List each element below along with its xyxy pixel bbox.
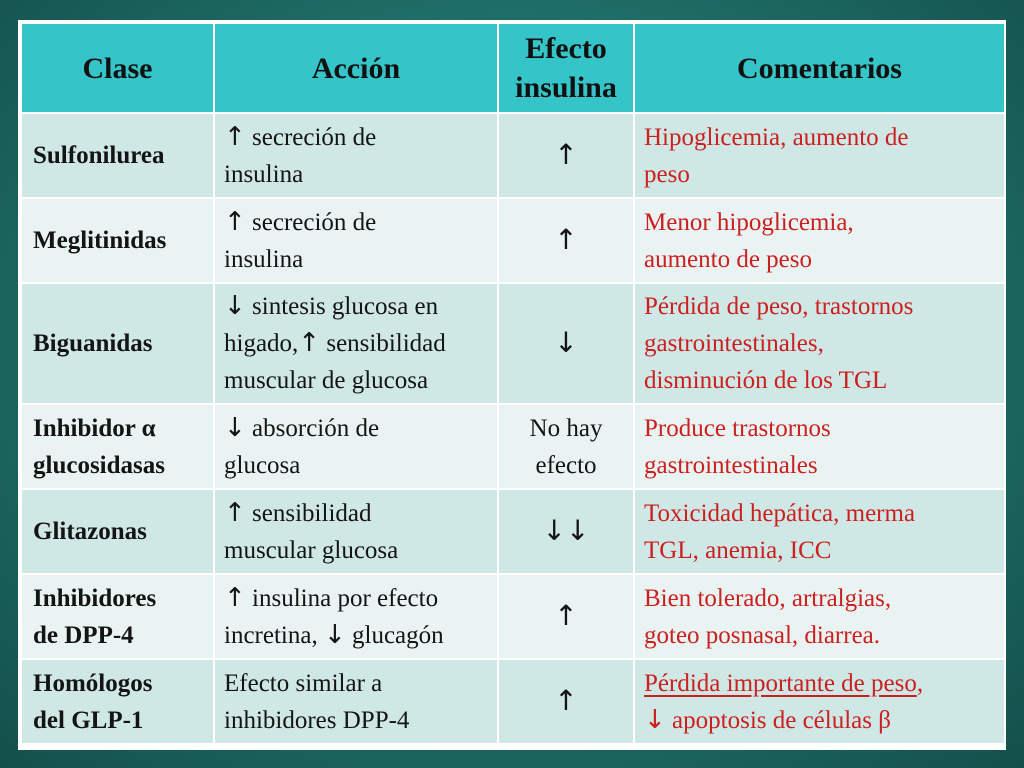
comentario-underlined-text: Pérdida importante de peso: [644, 669, 917, 697]
table-row: [21, 198, 1005, 283]
table-row: [21, 574, 1005, 659]
comentario-line: TGL, anemia, ICC: [644, 536, 832, 564]
comentario-line: Pérdida de peso, trastornos: [644, 293, 914, 320]
accion-line: [224, 204, 497, 241]
cell-clase: [21, 404, 214, 489]
clase-text: de DPP-4: [33, 621, 134, 649]
accion-line: insulina: [224, 245, 304, 273]
arrow-up-icon: ↑: [224, 497, 246, 528]
accion-line: [224, 410, 497, 447]
accion-text: absorción de: [245, 414, 380, 442]
accion-text: secreción de: [245, 208, 377, 236]
accion-text: glucagón: [345, 621, 444, 649]
accion-text: sensibilidad: [245, 499, 372, 527]
table-frame: [18, 20, 1006, 750]
header-efecto-insulina: [498, 23, 634, 113]
arrow-up-icon: ↑: [224, 121, 246, 152]
clase-text: Sulfonilurea: [33, 142, 165, 169]
accion-line: Efecto similar a: [224, 669, 383, 697]
accion-line: [224, 580, 497, 617]
cell-efecto: [498, 659, 634, 744]
cell-comentarios: [634, 198, 1005, 283]
accion-line: muscular de glucosa: [224, 367, 429, 394]
arrow-up-icon: ↑: [554, 138, 578, 171]
accion-line: glucosa: [224, 451, 301, 479]
comentario-line: [644, 665, 1004, 702]
clase-text: Inhibidor α: [33, 414, 156, 442]
accion-line: inhibidores DPP-4: [224, 706, 410, 734]
comentario-line: gastrointestinales: [644, 451, 818, 479]
double-arrow-down-icon: ↓↓: [542, 514, 590, 547]
comentario-line: Toxicidad hepática, merma: [644, 499, 916, 527]
table-row: [21, 283, 1005, 404]
clase-text: Glitazonas: [33, 518, 147, 545]
drug-class-table: [20, 22, 1006, 745]
comentario-line: goteo posnasal, diarrea.: [644, 621, 881, 649]
comentario-line: gastrointestinales,: [644, 330, 824, 357]
cell-accion: [214, 198, 498, 283]
arrow-down-icon: ↓: [323, 619, 346, 650]
cell-accion: [214, 574, 498, 659]
cell-accion: [214, 113, 498, 198]
cell-clase: [21, 489, 214, 574]
cell-comentarios: [634, 489, 1005, 574]
cell-efecto: [498, 113, 634, 198]
arrow-up-icon: ↑: [554, 223, 578, 256]
cell-efecto: [498, 283, 634, 404]
comentario-line: Produce trastornos: [644, 414, 831, 442]
cell-efecto: [498, 198, 634, 283]
cell-clase: [21, 659, 214, 744]
arrow-down-icon: ↓: [224, 412, 246, 443]
accion-line: insulina: [224, 160, 304, 188]
header-accion: Acción: [214, 23, 498, 113]
header-row: [21, 23, 1005, 113]
cell-comentarios: [634, 283, 1005, 404]
accion-line: [224, 119, 497, 156]
table-row: [21, 113, 1005, 198]
arrow-up-icon: ↑: [224, 206, 246, 237]
cell-accion: [214, 283, 498, 404]
efecto-text: No hay: [529, 414, 603, 442]
accion-text: higado,: [224, 330, 299, 357]
comentario-text: apoptosis de células β: [665, 706, 891, 734]
arrow-down-icon: ↓: [224, 291, 246, 321]
table-row: [21, 404, 1005, 489]
accion-line: [224, 495, 497, 532]
comentario-line: Menor hipoglicemia,: [644, 208, 854, 236]
accion-line: [224, 617, 497, 654]
header-comentarios: Comentarios: [634, 23, 1005, 113]
table-row: [21, 659, 1005, 744]
arrow-up-icon: ↑: [554, 599, 578, 632]
arrow-down-icon: ↓: [554, 326, 578, 359]
accion-line: [224, 288, 497, 325]
cell-efecto: [498, 404, 634, 489]
accion-line: muscular glucosa: [224, 536, 399, 564]
cell-comentarios: [634, 404, 1005, 489]
clase-text: glucosidasas: [33, 451, 165, 479]
clase-text: Homólogos: [33, 669, 153, 697]
accion-text: incretina,: [224, 621, 324, 649]
cell-clase: [21, 113, 214, 198]
accion-line: [224, 325, 497, 362]
comentario-text: ,: [916, 669, 924, 697]
comentario-line: peso: [644, 160, 690, 188]
efecto-text: efecto: [535, 451, 597, 479]
cell-clase: [21, 574, 214, 659]
cell-efecto: [498, 574, 634, 659]
comentario-line: [644, 702, 1004, 739]
header-clase: Clase: [21, 23, 214, 113]
cell-efecto: [498, 489, 634, 574]
comentario-line: disminución de los TGL: [644, 367, 888, 394]
clase-text: Biguanidas: [33, 330, 153, 357]
arrow-down-icon: ↓: [644, 704, 666, 735]
comentario-line: Hipoglicemia, aumento de: [644, 123, 909, 151]
cell-comentarios: [634, 113, 1005, 198]
cell-accion: [214, 404, 498, 489]
header-efecto-line1: Efecto: [525, 32, 607, 65]
comentario-line: Bien tolerado, artralgias,: [644, 584, 892, 612]
accion-text: sensibilidad: [320, 330, 446, 357]
table-row: [21, 489, 1005, 574]
clase-text: Meglitinidas: [33, 227, 167, 254]
header-efecto-line2: insulina: [515, 71, 617, 104]
accion-text: secreción de: [245, 123, 377, 151]
accion-text: insulina por efecto: [245, 584, 439, 612]
cell-clase: [21, 283, 214, 404]
cell-clase: [21, 198, 214, 283]
clase-text: Inhibidores: [33, 584, 157, 612]
arrow-up-icon: ↑: [554, 684, 578, 717]
arrow-up-icon: ↑: [224, 582, 246, 613]
accion-text: sintesis glucosa en: [245, 293, 439, 320]
clase-text: del GLP-1: [33, 706, 144, 734]
cell-comentarios: [634, 574, 1005, 659]
cell-accion: [214, 659, 498, 744]
cell-comentarios: [634, 659, 1005, 744]
cell-accion: [214, 489, 498, 574]
comentario-line: aumento de peso: [644, 245, 813, 273]
arrow-up-icon: ↑: [298, 328, 321, 358]
